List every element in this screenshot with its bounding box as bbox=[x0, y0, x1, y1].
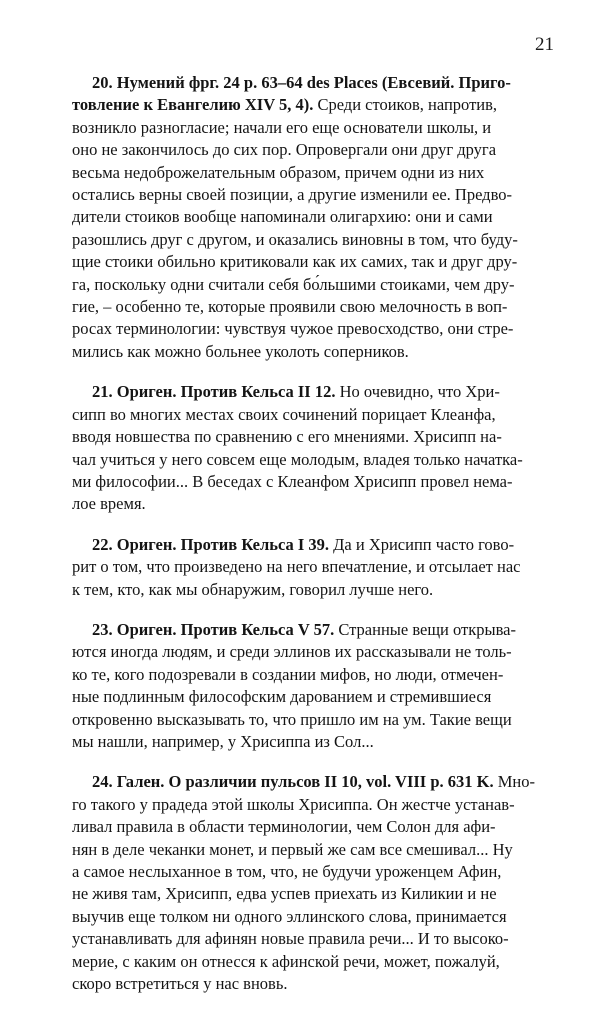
text-line: 20. Нумений фрг. 24 p. 63–64 des Places (Евсевий. Приго- bbox=[92, 73, 511, 92]
text-line: скоро встретиться у нас вновь. bbox=[72, 974, 288, 994]
text-line: не живя там, Хрисипп, едва успев приехать из Киликии и не bbox=[72, 884, 497, 904]
text-line: 24. Гален. О различии пульсов II 10, vol. VIII p. 631 K. Мно- bbox=[92, 772, 535, 792]
text-line: весьма недоброжелательным образом, причем одни из них bbox=[72, 162, 485, 182]
text-line: га, поскольку одни считали себя бо́льшими стоиками, чем дру- bbox=[72, 274, 515, 294]
text-line: го такого у прадеда этой школы Хрисиппа. Он жестче устанав- bbox=[72, 794, 515, 814]
text-line: чал учиться у него совсем еще молодым, владея только начатка- bbox=[72, 449, 523, 469]
text-line: мы нашли, например, у Хрисиппа из Сол... bbox=[72, 731, 374, 751]
text-line: росах терминологии: чувствуя чужое превосходство, они стре- bbox=[72, 319, 514, 339]
text-line: остались верны своей позиции, а другие изменили ее. Предво- bbox=[72, 185, 512, 205]
text-line: а самое неслыханное в том, что, не будучи уроженцем Афин, bbox=[72, 862, 502, 881]
text-line: дители стоиков вообще напоминали олигархию: они и сами bbox=[72, 207, 493, 227]
text-line: возникло разногласие; начали его еще основатели школы, и bbox=[72, 117, 492, 137]
text-line: ко те, кого подозревали в создании мифов, но люди, отмечен- bbox=[72, 664, 504, 684]
page-body bbox=[72, 72, 538, 1013]
page-number: 21 bbox=[535, 34, 554, 55]
text-line: к тем, кто, как мы обнаружим, говорил лучше него. bbox=[72, 579, 434, 599]
text-line: мерие, с каким он отнесся к афинской речи, может, пожалуй, bbox=[72, 951, 500, 971]
text-line: выучив еще толком ни одного эллинского слова, принимается bbox=[72, 906, 507, 926]
text-line: ливал правила в области терминологии, чем Солон для афи- bbox=[72, 817, 496, 837]
text-line: мились как можно больнее уколоть соперников. bbox=[72, 341, 409, 361]
text-line: ные подлинным философским дарованием и стремившиеся bbox=[72, 687, 492, 707]
text-line: 23. Ориген. Против Кельса V 57. Странные вещи открыва- bbox=[92, 619, 516, 639]
text-line: разошлись друг с другом, и оказались виновны в том, что буду- bbox=[72, 229, 518, 249]
text-line: рит о том, что произведено на него впечатление, и отсылает нас bbox=[72, 557, 521, 577]
entry-24 bbox=[72, 771, 538, 995]
entry-22 bbox=[72, 534, 538, 601]
text-line: лое время. bbox=[72, 494, 146, 514]
text-line: нян в деле чеканки монет, и первый же сам все смешивал... Ну bbox=[72, 839, 513, 859]
text-line: сипп во многих местах своих сочинений порицает Клеанфа, bbox=[72, 404, 496, 424]
text-line: гие, – особенно те, которые проявили свою мелочность в воп- bbox=[72, 297, 508, 317]
entry-23 bbox=[72, 619, 538, 753]
text-line: ются иногда людям, и среди эллинов их рассказывали не толь- bbox=[72, 642, 512, 662]
text-line: оно не закончилось до сих пор. Опровергали они друг друга bbox=[72, 140, 497, 160]
text-line: устанавливать для афинян новые правила речи... И то высоко- bbox=[72, 929, 509, 949]
text-line: щие стоики обильно критиковали как их самих, так и друг дру- bbox=[72, 252, 518, 272]
text-line: 22. Ориген. Против Кельса I 39. Да и Хрисипп часто гово- bbox=[92, 534, 515, 554]
entry-20 bbox=[72, 72, 538, 363]
text-line: вводя новшества по сравнению с его мнениями. Хрисипп на- bbox=[72, 427, 502, 447]
text-line: 21. Ориген. Против Кельса II 12. Но очевидно, что Хри- bbox=[92, 382, 500, 402]
text-line: откровенно высказывать то, что пришло им на ум. Такие вещи bbox=[72, 709, 512, 729]
entry-21 bbox=[72, 381, 538, 515]
text-line: товление к Евангелию XIV 5, 4). Среди стоиков, напротив, bbox=[72, 95, 498, 115]
text-line: ми философии... В беседах с Клеанфом Хрисипп провел нема- bbox=[72, 471, 513, 491]
